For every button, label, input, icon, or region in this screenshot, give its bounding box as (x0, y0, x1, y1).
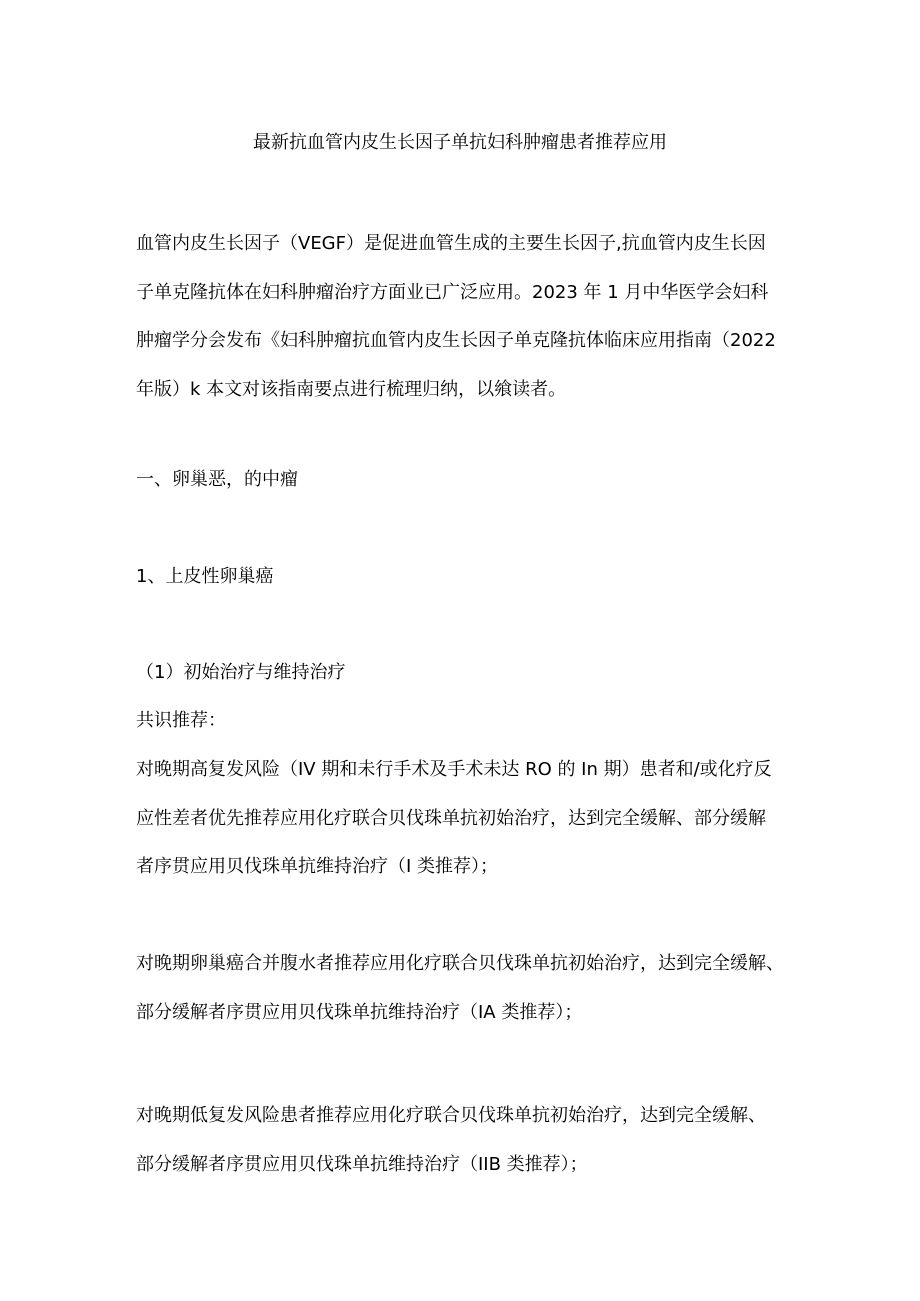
consensus-label: 共识推荐： (136, 710, 226, 731)
intro-line: 血管内皮生长因子（VEGF）是促进血管生成的主要生长因子,抗血管内皮生长因 (136, 233, 766, 254)
intro-line: 年版）k 本文对该指南要点进行梳理归纳，以飨读者。 (136, 378, 567, 400)
section-heading: 一、卵巢恶，的中瘤 (136, 469, 298, 490)
recommendation-line: 者序贯应用贝伐珠单抗维持治疗（I 类推荐）； (136, 856, 499, 877)
recommendation-line: 部分缓解者序贯应用贝伐珠单抗维持治疗（IA 类推荐）； (136, 1001, 583, 1023)
intro-line: 子单克隆抗体在妇科肿瘤治疗方面业已广泛应用。2023 年 1 月中华医学会妇科 (136, 281, 769, 303)
intro-line: 肿瘤学分会发布《妇科肿瘤抗血管内皮生长因子单克隆抗体临床应用指南（2022 (136, 330, 776, 351)
recommendation-line: 对晚期高复发风险（IV 期和未行手术及手术未达 RO 的 In 期）患者和/或化疗反 (136, 759, 772, 780)
intro-paragraph (136, 220, 776, 414)
recommendation-paragraph (136, 1092, 766, 1189)
recommendation-paragraph (136, 746, 772, 892)
document-title: 最新抗血管内皮生长因子单抗妇科肿瘤患者推荐应用 (253, 132, 667, 153)
recommendation-line: 对晚期卵巢癌合并腹水者推荐应用化疗联合贝伐珠单抗初始治疗，达到完全缓解、 (136, 953, 784, 974)
recommendation-line: 对晚期低复发风险患者推荐应用化疗联合贝伐珠单抗初始治疗，达到完全缓解、 (136, 1105, 766, 1126)
recommendation-line: 部分缓解者序贯应用贝伐珠单抗维持治疗（IIB 类推荐）； (136, 1153, 588, 1175)
subsubsection-heading: （1）初始治疗与维持治疗 (136, 662, 346, 683)
recommendation-paragraph (136, 940, 784, 1037)
subsection-heading: 1、上皮性卵巢癌 (136, 566, 274, 587)
recommendation-line: 应性差者优先推荐应用化疗联合贝伐珠单抗初始治疗，达到完全缓解、部分缓解 (136, 807, 766, 829)
